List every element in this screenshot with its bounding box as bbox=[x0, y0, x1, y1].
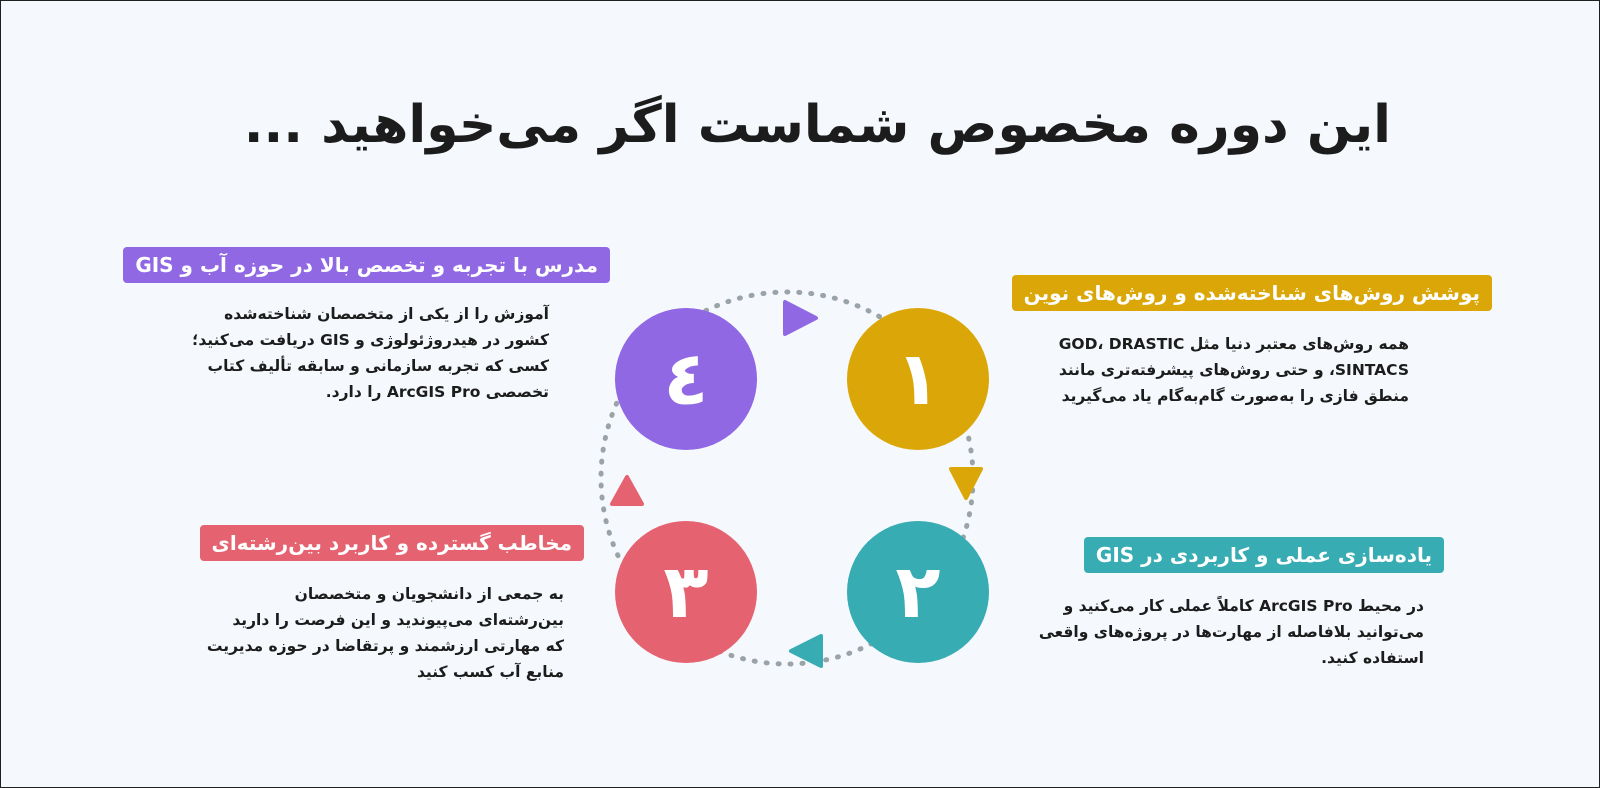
step-1-heading: پوشش روش‌های شناخته‌شده و روش‌های نوین bbox=[1012, 275, 1492, 311]
step-4-heading: مدرس با تجربه و تخصص بالا در حوزه آب و GIS bbox=[123, 247, 610, 283]
arrow-down-icon bbox=[951, 469, 981, 498]
step-4-line: تخصصی ArcGIS Pro را دارد. bbox=[325, 383, 549, 401]
step-2-heading: یاده‌سازی عملی و کاربردی در GIS bbox=[1084, 537, 1444, 573]
step-2-circle bbox=[847, 521, 989, 663]
step-2-line: استفاده کنید. bbox=[1321, 649, 1424, 667]
step-1-description bbox=[1059, 331, 1409, 409]
step-2-number: ۲ bbox=[895, 549, 941, 635]
step-2-description bbox=[1039, 593, 1424, 671]
arrow-right-icon bbox=[785, 302, 816, 334]
step-2-line: می‌توانید بلافاصله از مهارت‌ها در پروژه‌های واقعی bbox=[1038, 623, 1424, 641]
step-3-line: بین‌رشته‌ای می‌پیوندید و این فرصت را دارید bbox=[232, 611, 564, 629]
step-1-number: ۱ bbox=[895, 336, 941, 422]
step-4-line: کسی که تجربه سازمانی و سابقه تألیف کتاب bbox=[207, 357, 549, 375]
step-3-line: منابع آب کسب کنید bbox=[416, 663, 564, 681]
step-3-heading: مخاطب گسترده و کاربرد بین‌رشته‌ای bbox=[200, 525, 584, 561]
step-1-line: منطق فازی را به‌صورت گام‌به‌گام یاد می‌گیرید bbox=[1061, 387, 1409, 405]
step-4-line: آموزش را از یکی از متخصصان شناخته‌شده bbox=[224, 305, 549, 323]
step-4-number: ٤ bbox=[663, 336, 709, 422]
step-4-line: کشور در هیدروژئولوژی و GIS دریافت می‌کنید؛ bbox=[192, 331, 549, 349]
step-3-circle bbox=[615, 521, 757, 663]
step-1-line: همه روش‌های معتبر دنیا مثل GOD، DRASTIC bbox=[1058, 335, 1409, 353]
step-2-line: در محیط ArcGIS Pro کاملاً عملی کار می‌کنید و bbox=[1063, 597, 1424, 615]
step-1-circle bbox=[847, 308, 989, 450]
page-title: این دوره مخصوص شماست اگر می‌خواهید ... bbox=[243, 95, 1391, 155]
step-3-line: به جمعی از دانشجویان و متخصصان bbox=[294, 585, 564, 603]
step-3-description bbox=[207, 581, 564, 685]
step-3-line: که مهارتی ارزشمند و پرتقاضا در حوزه مدیریت bbox=[206, 637, 564, 655]
step-4-circle bbox=[615, 308, 757, 450]
arrow-up-icon bbox=[612, 477, 642, 504]
step-3-number: ۳ bbox=[663, 549, 709, 635]
arrow-left-icon bbox=[791, 636, 821, 666]
step-4-description bbox=[192, 301, 549, 405]
step-1-line: SINTACS، و حتی روش‌های پیشرفته‌تری مانند bbox=[1058, 361, 1409, 379]
